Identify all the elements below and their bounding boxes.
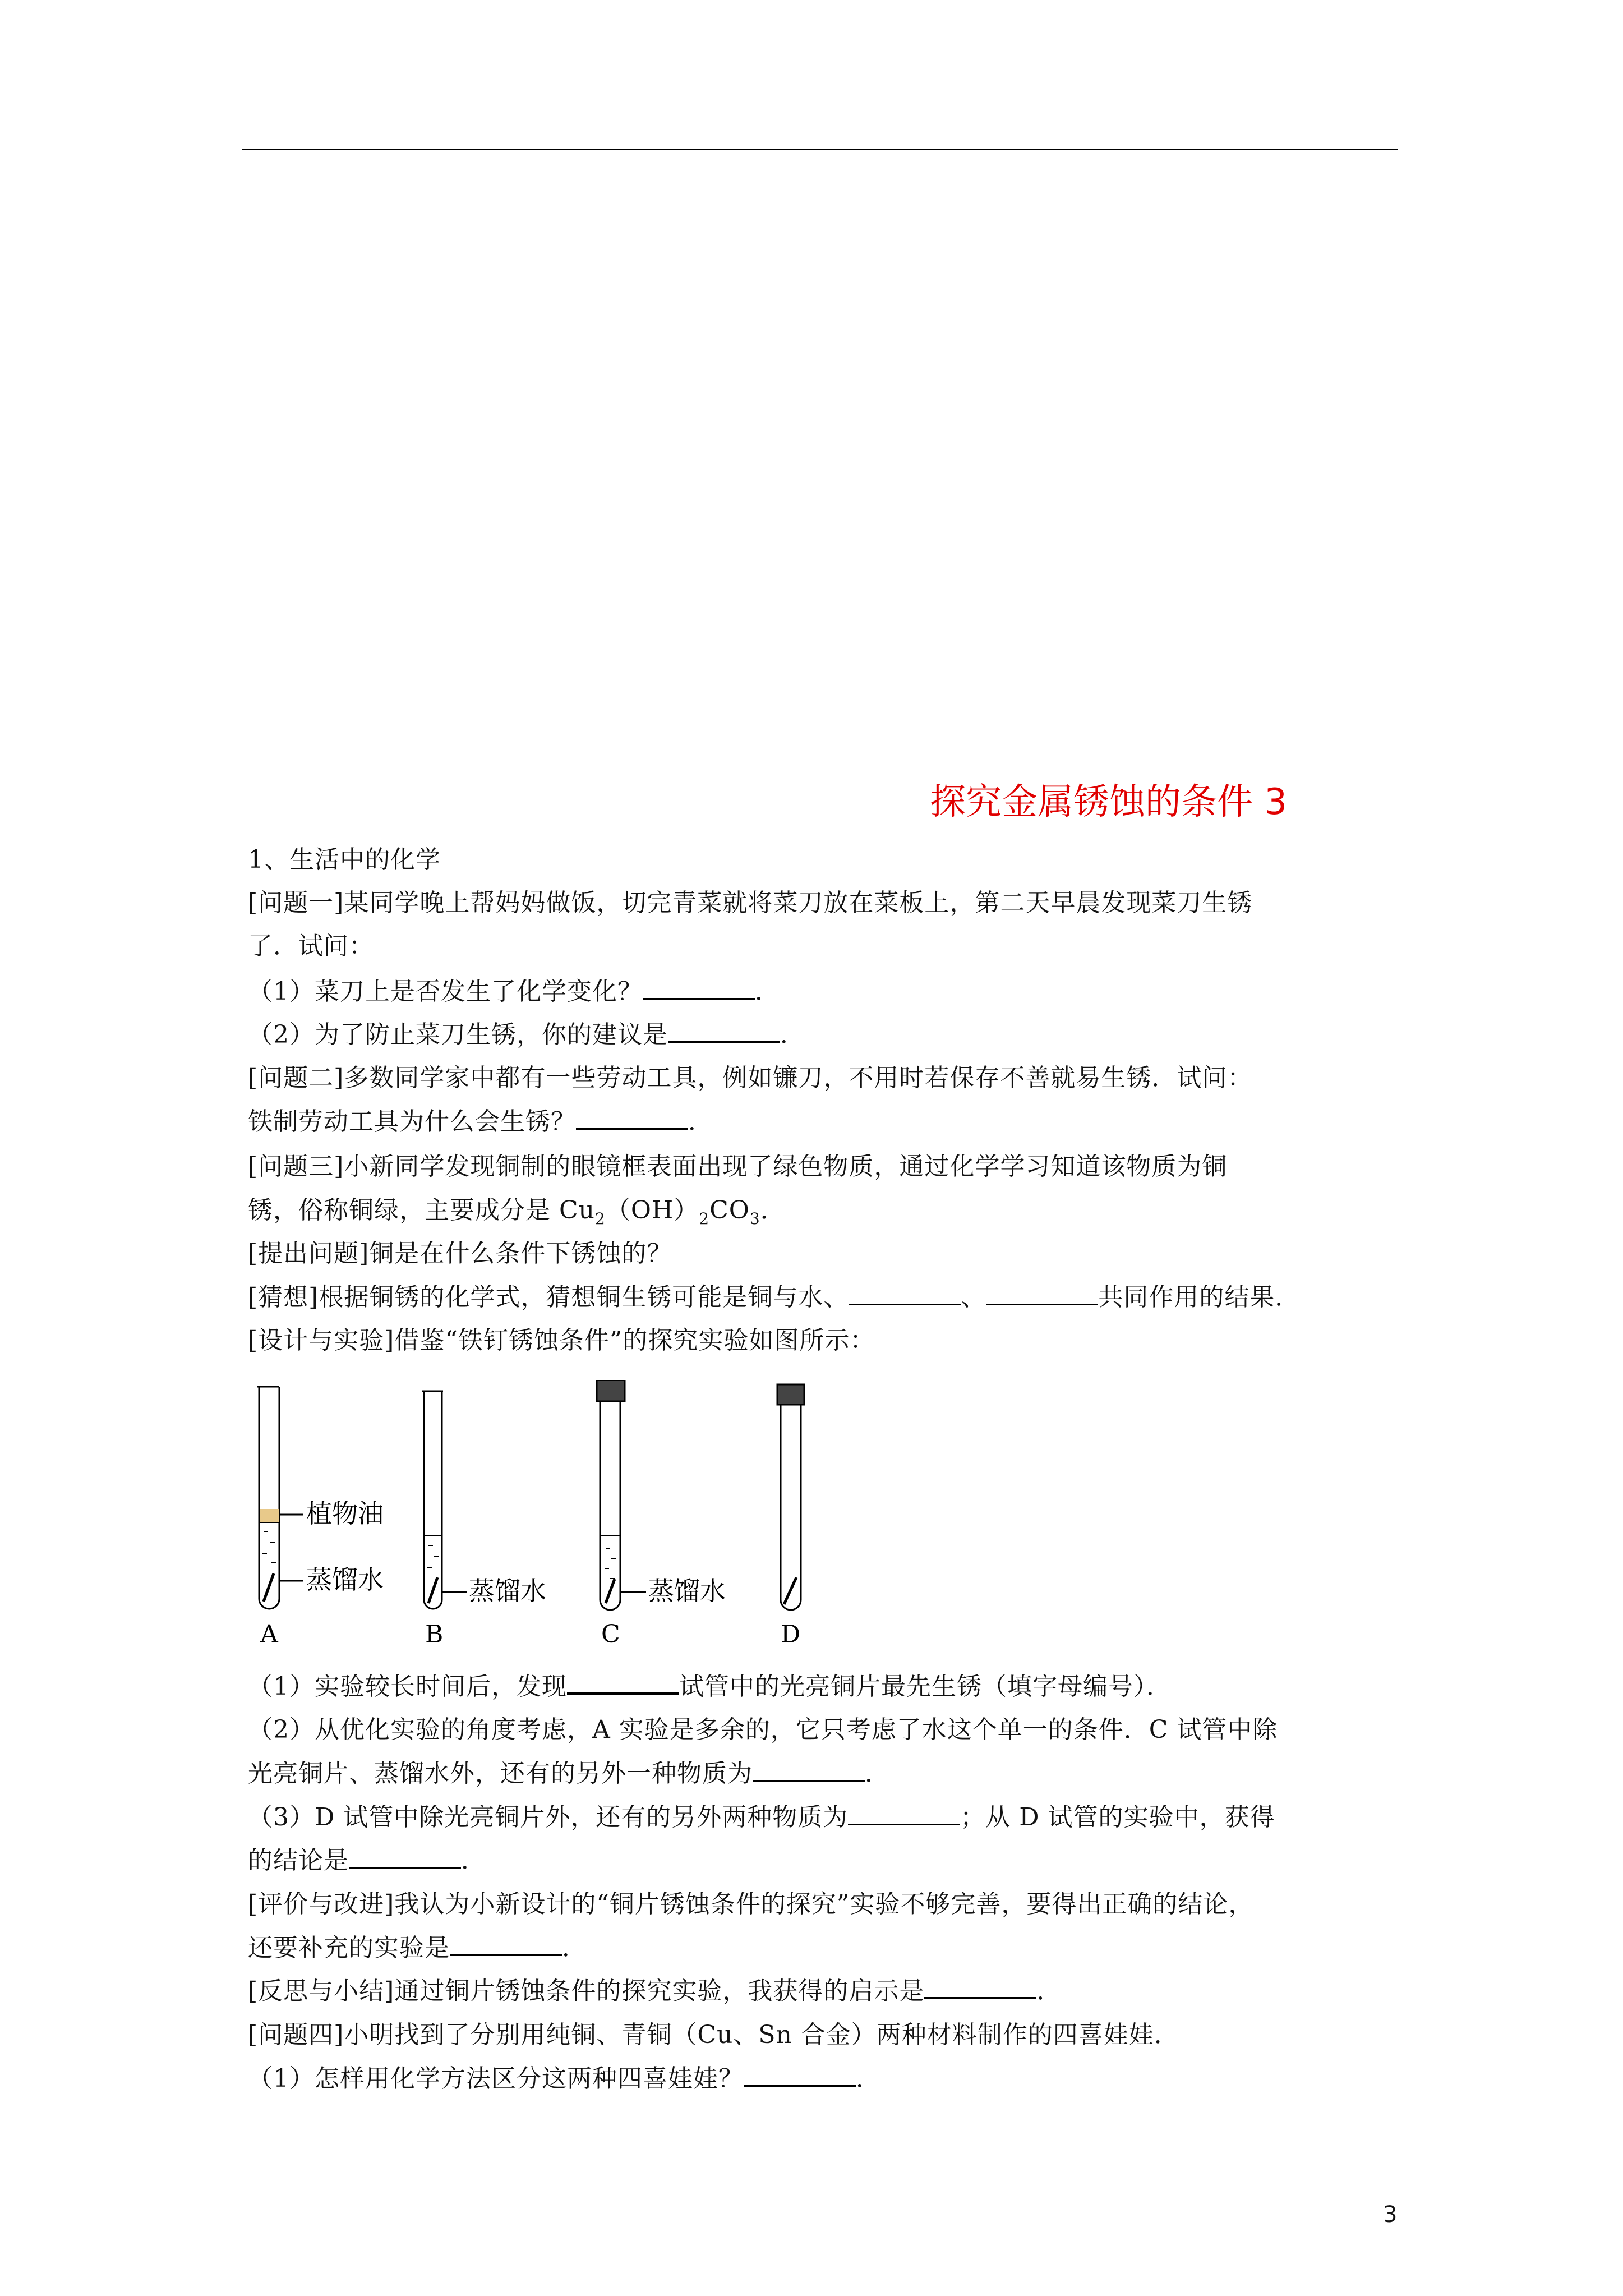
- design-experiment-line: [设计与实验]借鉴“铁钉锈蚀条件”的探究实验如图所示：: [248, 1326, 875, 1355]
- question-one-line-2: 了．试问：: [248, 932, 374, 960]
- experiment-q2-line-1: （2）从优化实验的角度考虑，A 实验是多余的，它只考虑了水这个单一的条件．C 试管中除: [248, 1715, 1278, 1744]
- answer-blank[interactable]: [450, 1932, 562, 1956]
- label-oil: 植物油: [306, 1498, 384, 1529]
- test-tube-diagram: [247, 1380, 808, 1649]
- answer-blank[interactable]: [576, 1105, 688, 1130]
- question-four-line: [问题四]小明找到了分别用纯铜、青铜（Cu、Sn 合金）两种材料制作的四喜娃娃．: [248, 2021, 1179, 2049]
- copper-strip: [784, 1577, 796, 1604]
- answer-blank[interactable]: [567, 1670, 679, 1695]
- tube-d: [777, 1384, 804, 1610]
- copper-strip: [264, 1573, 274, 1602]
- question-four-sub-1: （1）怎样用化学方法区分这两种四喜娃娃？ ．: [248, 2062, 881, 2096]
- evaluation-line-2: 还要补充的实验是 ．: [248, 1931, 587, 1965]
- answer-blank[interactable]: [849, 1281, 961, 1305]
- experiment-q2-line-2: 光亮铜片、蒸馏水外，还有的另外一种物质为 ．: [248, 1757, 890, 1791]
- evaluation-line-1: [评价与改进]我认为小新设计的“铜片锈蚀条件的探究”实验不够完善，要得出正确的结论，: [248, 1890, 1254, 1918]
- copper-strip: [606, 1579, 615, 1603]
- question-three-line-1: [问题三]小新同学发现铜制的眼镜框表面出现了绿色物质，通过化学学习知道该物质为铜: [248, 1152, 1228, 1181]
- question-two-line-1: [问题二]多数同学家中都有一些劳动工具，例如镰刀，不用时若保存不善就易生锈．试问：: [248, 1064, 1253, 1092]
- reflection-line: [反思与小结]通过铜片锈蚀条件的探究实验，我获得的启示是 ．: [248, 1975, 1062, 2008]
- experiment-q3-line-2: 的结论是 ．: [248, 1844, 486, 1878]
- tube-c: [597, 1380, 646, 1610]
- tube-label-a: A: [260, 1620, 278, 1649]
- question-one-sub-2: （2）为了防止菜刀生锈，你的建议是 ．: [248, 1018, 805, 1052]
- question-one-sub-1: （1）菜刀上是否发生了化学变化？ ．: [248, 975, 780, 1009]
- answer-blank[interactable]: [643, 976, 755, 1000]
- page-title: 探究金属锈蚀的条件 3: [930, 781, 1288, 823]
- answer-blank[interactable]: [668, 1019, 780, 1043]
- tube-label-d: D: [781, 1620, 801, 1649]
- tube-label-b: B: [425, 1620, 444, 1649]
- answer-blank[interactable]: [848, 1801, 960, 1825]
- raise-question-line: [提出问题]铜是在什么条件下锈蚀的？: [248, 1239, 672, 1268]
- oil-layer: [260, 1509, 279, 1522]
- tube-b: [422, 1391, 467, 1609]
- copper-strip: [428, 1577, 437, 1603]
- tube-a: [257, 1387, 303, 1609]
- answer-blank[interactable]: [924, 1975, 1036, 1999]
- stopper: [777, 1384, 804, 1405]
- question-one-line-1: [问题一]某同学晚上帮妈妈做饭，切完青菜就将菜刀放在菜板上，第二天早晨发现菜刀生锈: [248, 889, 1253, 917]
- header-rule: [242, 149, 1398, 150]
- answer-blank[interactable]: [349, 1844, 461, 1869]
- question-two-line-2: 铁制劳动工具为什么会生锈？ ．: [248, 1105, 713, 1139]
- page-number: 3: [1383, 2202, 1398, 2228]
- question-three-line-2: 锈，俗称铜绿，主要成分是 $Cu_2(OH)_2CO_3$．: [248, 1196, 786, 1228]
- experiment-q3-line-1: （3）D 试管中除光亮铜片外，还有的另外两种物质为 ；从 D 试管的实验中，获得: [248, 1801, 1275, 1834]
- answer-blank[interactable]: [753, 1757, 865, 1782]
- label-water-b: 蒸馏水: [469, 1576, 546, 1606]
- section-heading: 1、生活中的化学: [248, 845, 441, 874]
- tube-label-c: C: [601, 1620, 620, 1649]
- answer-blank[interactable]: [744, 2063, 856, 2087]
- experiment-q1: （1）实验较长时间后，发现 试管中的光亮铜片最先生锈（填字母编号）．: [248, 1670, 1172, 1704]
- test-tube-figure: [247, 1380, 808, 1649]
- stopper: [597, 1380, 625, 1401]
- label-water-c: 蒸馏水: [648, 1576, 726, 1606]
- label-water-a: 蒸馏水: [306, 1565, 384, 1595]
- hypothesis-line: [猜想]根据铜锈的化学式，猜想铜生锈可能是铜与水、 、 共同作用的结果．: [248, 1281, 1300, 1314]
- answer-blank[interactable]: [986, 1281, 1098, 1305]
